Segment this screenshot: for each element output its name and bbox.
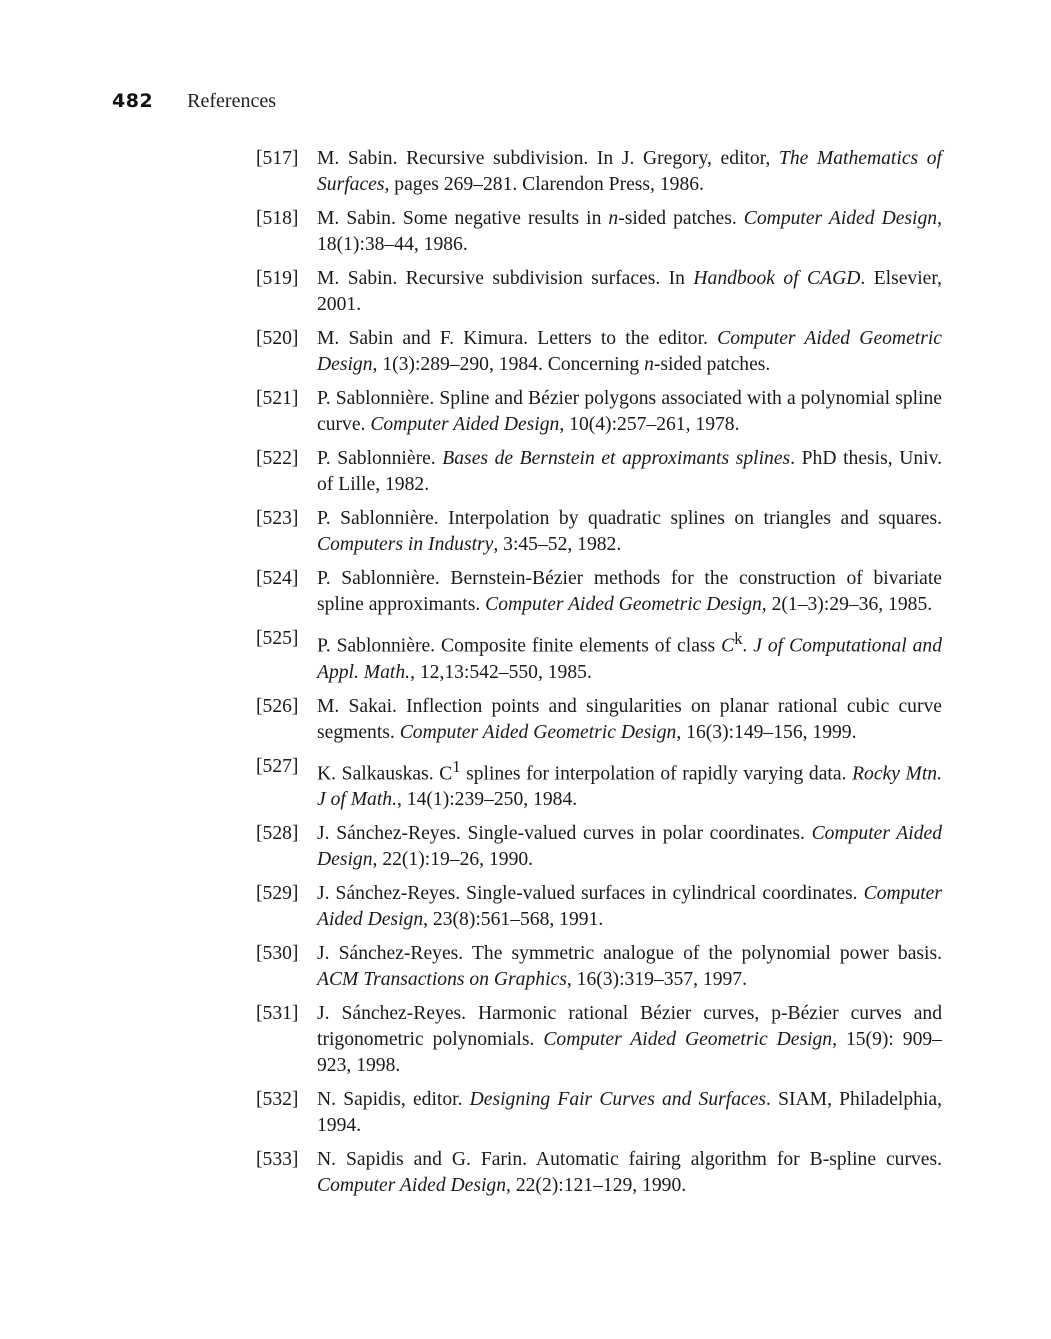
reference-a: J. Sánchez-Reyes. Single-valued curves in polar coordinates. bbox=[317, 823, 812, 845]
reference-t: Designing Fair Curves and Surfaces bbox=[469, 1089, 767, 1111]
reference-number: [526] bbox=[256, 695, 299, 717]
reference-text bbox=[317, 386, 942, 438]
reference-text bbox=[317, 206, 942, 258]
reference-number: [524] bbox=[256, 568, 299, 589]
reference-entry bbox=[256, 821, 942, 873]
reference-a: P. Sablonnière. Spline and Bézier polygons associated with a polynomial spline curve. bbox=[317, 388, 942, 435]
reference-a: N. Sapidis, editor. bbox=[317, 1089, 470, 1111]
reference-text bbox=[317, 506, 942, 558]
running-header bbox=[112, 90, 276, 120]
reference-a: K. Salkauskas. C bbox=[317, 763, 453, 785]
reference-text bbox=[317, 446, 942, 498]
reference-number: [518] bbox=[256, 208, 299, 229]
reference-number: [527] bbox=[256, 755, 299, 777]
reference-number: [528] bbox=[256, 823, 299, 845]
reference-number: [517] bbox=[256, 148, 299, 169]
reference-b: , 15(9): 909–923, 1998. bbox=[317, 1029, 942, 1077]
reference-entry bbox=[256, 326, 942, 378]
reference-b: , 10(4):257–261, 1978. bbox=[559, 414, 740, 435]
reference-entry bbox=[256, 1087, 942, 1139]
reference-t: Computer Aided Geometric Design bbox=[485, 594, 762, 615]
reference-a: N. Sapidis and G. Farin. Automatic fairing algorithm for B-spline curves. bbox=[317, 1149, 942, 1171]
reference-text bbox=[317, 266, 942, 318]
reference-t: Bases de Bernstein et approximants splines bbox=[442, 448, 791, 469]
reference-text bbox=[317, 326, 942, 378]
reference-t: Computer Aided Geometric Design bbox=[543, 1029, 833, 1051]
reference-b2: -sided patches. bbox=[653, 354, 771, 375]
reference-sup: k bbox=[734, 629, 743, 648]
reference-entry bbox=[256, 206, 942, 258]
reference-text bbox=[317, 694, 942, 746]
reference-b: , 16(3):149–156, 1999. bbox=[676, 721, 857, 743]
reference-a: J. Sánchez-Reyes. Harmonic rational Bézier curves, p-Bézier curves and trigonometric polynomials. bbox=[317, 1003, 942, 1051]
reference-b: . PhD thesis, Univ. of Lille, 1982. bbox=[317, 448, 943, 495]
reference-number: [530] bbox=[256, 943, 299, 965]
reference-text bbox=[317, 146, 942, 198]
page-number: 482 bbox=[112, 90, 154, 112]
reference-number: [532] bbox=[256, 1089, 299, 1111]
section-title: References bbox=[187, 90, 276, 112]
reference-entry bbox=[256, 446, 942, 498]
reference-n: n bbox=[608, 208, 619, 229]
reference-b: , 12,13:542–550, 1985. bbox=[410, 661, 592, 683]
reference-a: P. Sablonnière. Bernstein-Bézier methods for the construction of bivariate spline approximants. bbox=[317, 568, 942, 615]
reference-a: P. Sablonnière. Interpolation by quadratic splines on triangles and squares. bbox=[317, 508, 942, 529]
reference-entry bbox=[256, 1001, 942, 1079]
reference-b: , 14(1):239–250, 1984. bbox=[397, 789, 578, 811]
reference-text bbox=[317, 941, 942, 993]
reference-a: M. Sakai. Inflection points and singularities on planar rational cubic curve segments. bbox=[317, 695, 942, 743]
reference-text bbox=[317, 1001, 942, 1079]
reference-b: , 22(1):19–26, 1990. bbox=[372, 849, 534, 871]
reference-number: [520] bbox=[256, 328, 299, 349]
reference-b: , 23(8):561–568, 1991. bbox=[423, 909, 604, 931]
reference-t: Computer Aided Geometric Design bbox=[317, 328, 942, 375]
reference-a: M. Sabin. Some negative results in bbox=[317, 208, 609, 229]
reference-a: M. Sabin and F. Kimura. Letters to the editor. bbox=[317, 328, 718, 349]
reference-entry bbox=[256, 146, 942, 198]
reference-a: J. Sánchez-Reyes. The symmetric analogue of the polynomial power basis. bbox=[317, 943, 942, 965]
reference-t: Computer Aided Design bbox=[317, 883, 942, 931]
reference-t: Computers in Industry bbox=[317, 534, 494, 555]
reference-a: P. Sablonnière. Composite finite elements of class bbox=[317, 635, 722, 657]
reference-text bbox=[317, 566, 942, 618]
reference-entry bbox=[256, 386, 942, 438]
reference-list bbox=[256, 146, 942, 1207]
reference-t: Handbook of CAGD bbox=[693, 268, 861, 289]
reference-entry bbox=[256, 566, 942, 618]
reference-number: [533] bbox=[256, 1149, 299, 1171]
reference-b: . Elsevier, 2001. bbox=[317, 268, 942, 315]
reference-t: Computer Aided Design bbox=[743, 208, 938, 229]
reference-b: , 18(1):38–44, 1986. bbox=[317, 208, 942, 255]
reference-a: M. Sabin. Recursive subdivision. In J. Gregory, editor, bbox=[317, 148, 779, 169]
reference-t: ACM Transactions on Graphics bbox=[317, 969, 567, 991]
reference-entry bbox=[256, 506, 942, 558]
reference-number: [523] bbox=[256, 508, 299, 529]
reference-number: [525] bbox=[256, 628, 299, 649]
reference-number: [522] bbox=[256, 448, 299, 469]
reference-sup: 1 bbox=[452, 756, 461, 776]
reference-b: , 22(2):121–129, 1990. bbox=[506, 1175, 687, 1197]
reference-text bbox=[317, 881, 942, 933]
reference-number: [531] bbox=[256, 1003, 299, 1025]
reference-b: , 3:45–52, 1982. bbox=[493, 534, 622, 555]
reference-t: J of Computational and Appl. Math. bbox=[317, 635, 942, 683]
reference-a: J. Sánchez-Reyes. Single-valued surfaces in cylindrical coordinates. bbox=[317, 883, 864, 905]
reference-entry bbox=[256, 881, 942, 933]
reference-text bbox=[317, 1087, 942, 1139]
reference-b: , 16(3):319–357, 1997. bbox=[566, 969, 747, 991]
reference-text bbox=[317, 626, 942, 686]
reference-t: The Mathematics of Surfaces bbox=[317, 148, 942, 195]
reference-entry bbox=[256, 266, 942, 318]
reference-b: , 1(3):289–290, 1984. Concerning bbox=[372, 354, 645, 375]
reference-a: M. Sabin. Recursive subdivision surfaces. In bbox=[317, 268, 694, 289]
reference-number: [519] bbox=[256, 268, 299, 289]
reference-entry bbox=[256, 1147, 942, 1199]
reference-b: , pages 269–281. Clarendon Press, 1986. bbox=[384, 174, 704, 195]
reference-entry bbox=[256, 626, 942, 686]
reference-entry bbox=[256, 941, 942, 993]
reference-entry bbox=[256, 694, 942, 746]
reference-text bbox=[317, 821, 942, 873]
reference-c: C bbox=[721, 635, 735, 657]
reference-t: Computer Aided Design bbox=[317, 1175, 507, 1197]
reference-number: [521] bbox=[256, 388, 299, 409]
reference-t: Computer Aided Design bbox=[370, 414, 560, 435]
reference-a2: -sided patches. bbox=[618, 208, 744, 229]
reference-n2: n bbox=[644, 354, 654, 375]
reference-text bbox=[317, 754, 942, 814]
reference-t: Rocky Mtn. J of Math. bbox=[317, 763, 942, 811]
reference-text bbox=[317, 1147, 942, 1199]
reference-entry bbox=[256, 754, 942, 814]
reference-t: Computer Aided Geometric Design bbox=[399, 721, 677, 743]
reference-a: P. Sablonnière. bbox=[317, 448, 443, 469]
reference-b: , 2(1–3):29–36, 1985. bbox=[761, 594, 933, 615]
reference-t: Computer Aided Design bbox=[317, 823, 943, 871]
reference-a2: splines for interpolation of rapidly varying data. bbox=[460, 763, 853, 785]
reference-number: [529] bbox=[256, 883, 299, 905]
reference-b: . SIAM, Philadelphia, 1994. bbox=[317, 1089, 942, 1137]
reference-a2: . bbox=[742, 635, 754, 657]
